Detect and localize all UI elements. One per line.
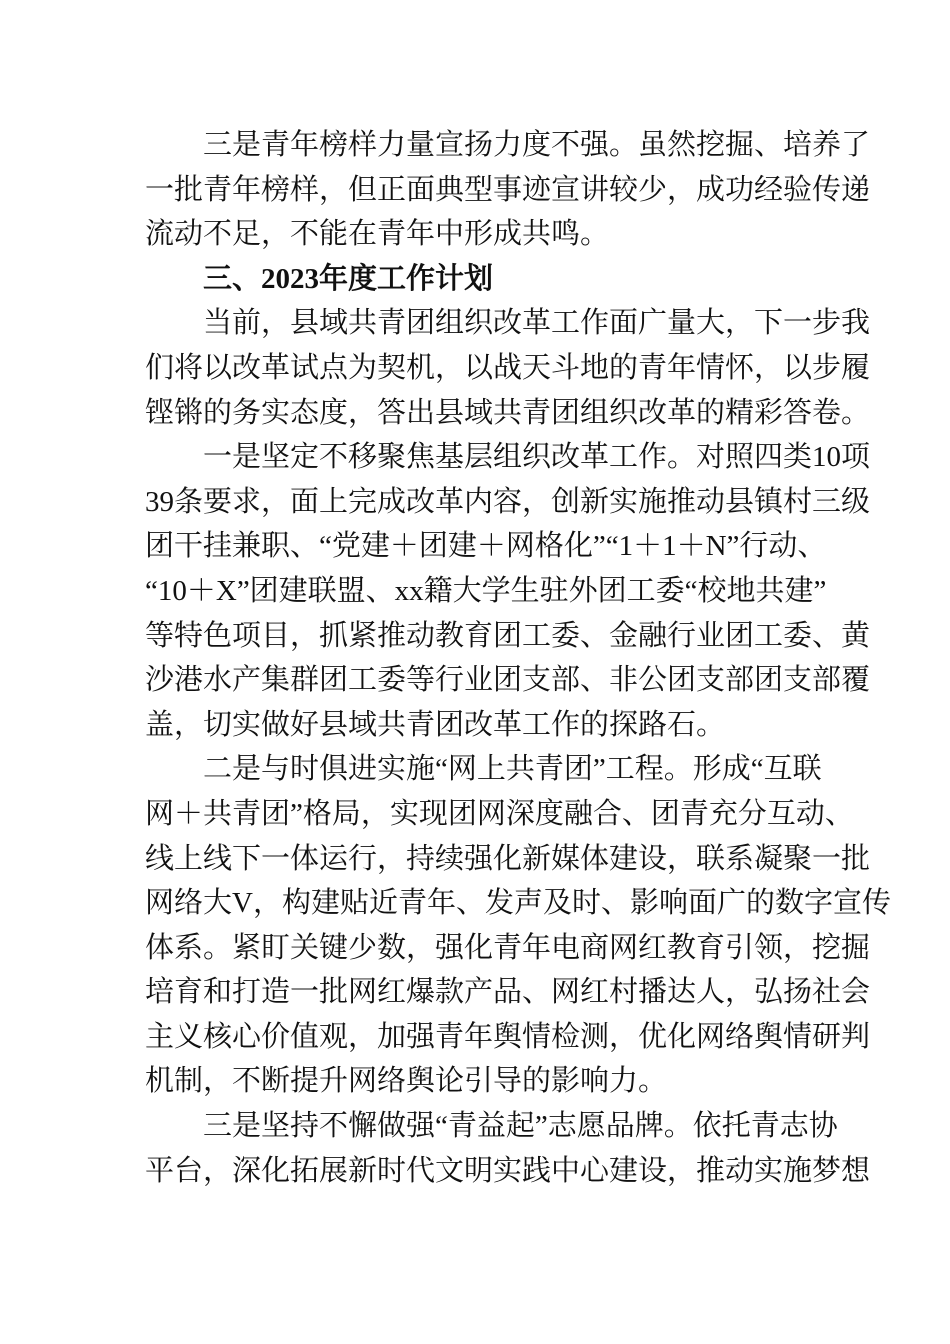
text-line: 们将以改革试点为契机，以战天斗地的青年情怀，以步履 — [145, 351, 871, 384]
text-line: 三是坚持不懈做强“青益起”志愿品牌。依托青志协 — [203, 1110, 838, 1143]
text-line: 团干挂兼职、“党建＋团建＋网格化”“1＋1＋N”行动、 — [145, 530, 827, 563]
text-line: 体系。紧盯关键少数，强化青年电商网红教育引领，挖掘 — [145, 931, 871, 964]
text-line: “10＋X”团建联盟、xx籍大学生驻外团工委“校地共建” — [145, 574, 827, 607]
text-line: 39条要求，面上完成改革内容，创新实施推动县镇村三级 — [145, 485, 871, 518]
text-line: 线上线下一体运行，持续强化新媒体建设，联系凝聚一批 — [145, 842, 871, 875]
paragraph-plan-3 — [145, 1104, 871, 1193]
paragraph-intro — [145, 301, 871, 435]
text-line: 机制，不断提升网络舆论引导的影响力。 — [145, 1065, 668, 1098]
text-line: 培育和打造一批网红爆款产品、网红村播达人，弘扬社会 — [145, 976, 871, 1009]
text-line: 网络大V，构建贴近青年、发声及时、影响面广的数字宣传 — [145, 887, 891, 920]
text-line: 二是与时俱进实施“网上共青团”工程。形成“互联 — [203, 753, 822, 786]
section-heading — [145, 257, 805, 302]
text-line: 三是青年榜样力量宣扬力度不强。虽然挖掘、培养了 — [203, 129, 871, 161]
text-line: 平台，深化拓展新时代文明实践中心建设，推动实施梦想 — [145, 1154, 871, 1187]
text-line: 网＋共青团”格局，实现团网深度融合、团青充分互动、 — [145, 797, 854, 830]
paragraph-plan-1 — [145, 435, 871, 747]
text-line: 一是坚定不移聚焦基层组织改革工作。对照四类10项 — [203, 441, 871, 474]
text-line: 主义核心价值观，加强青年舆情检测，优化网络舆情研判 — [145, 1020, 871, 1053]
document-page — [145, 123, 891, 1193]
paragraph-weakness-3 — [145, 123, 871, 257]
text-line: 一批青年榜样，但正面典型事迹宣讲较少，成功经验传递 — [145, 173, 871, 206]
heading-text: 三、2023年度工作计划 — [203, 262, 494, 295]
text-line: 铿锵的务实态度，答出县域共青团组织改革的精彩答卷。 — [145, 396, 871, 429]
text-line: 等特色项目，抓紧推动教育团工委、金融行业团工委、黄 — [145, 619, 871, 652]
text-line: 流动不足，不能在青年中形成共鸣。 — [145, 218, 610, 251]
text-line: 当前，县域共青团组织改革工作面广量大，下一步我 — [203, 307, 871, 340]
text-line: 盖，切实做好县域共青团改革工作的探路石。 — [145, 708, 726, 741]
text-line: 沙港水产集群团工委等行业团支部、非公团支部团支部覆 — [145, 664, 871, 697]
paragraph-plan-2 — [145, 747, 891, 1104]
